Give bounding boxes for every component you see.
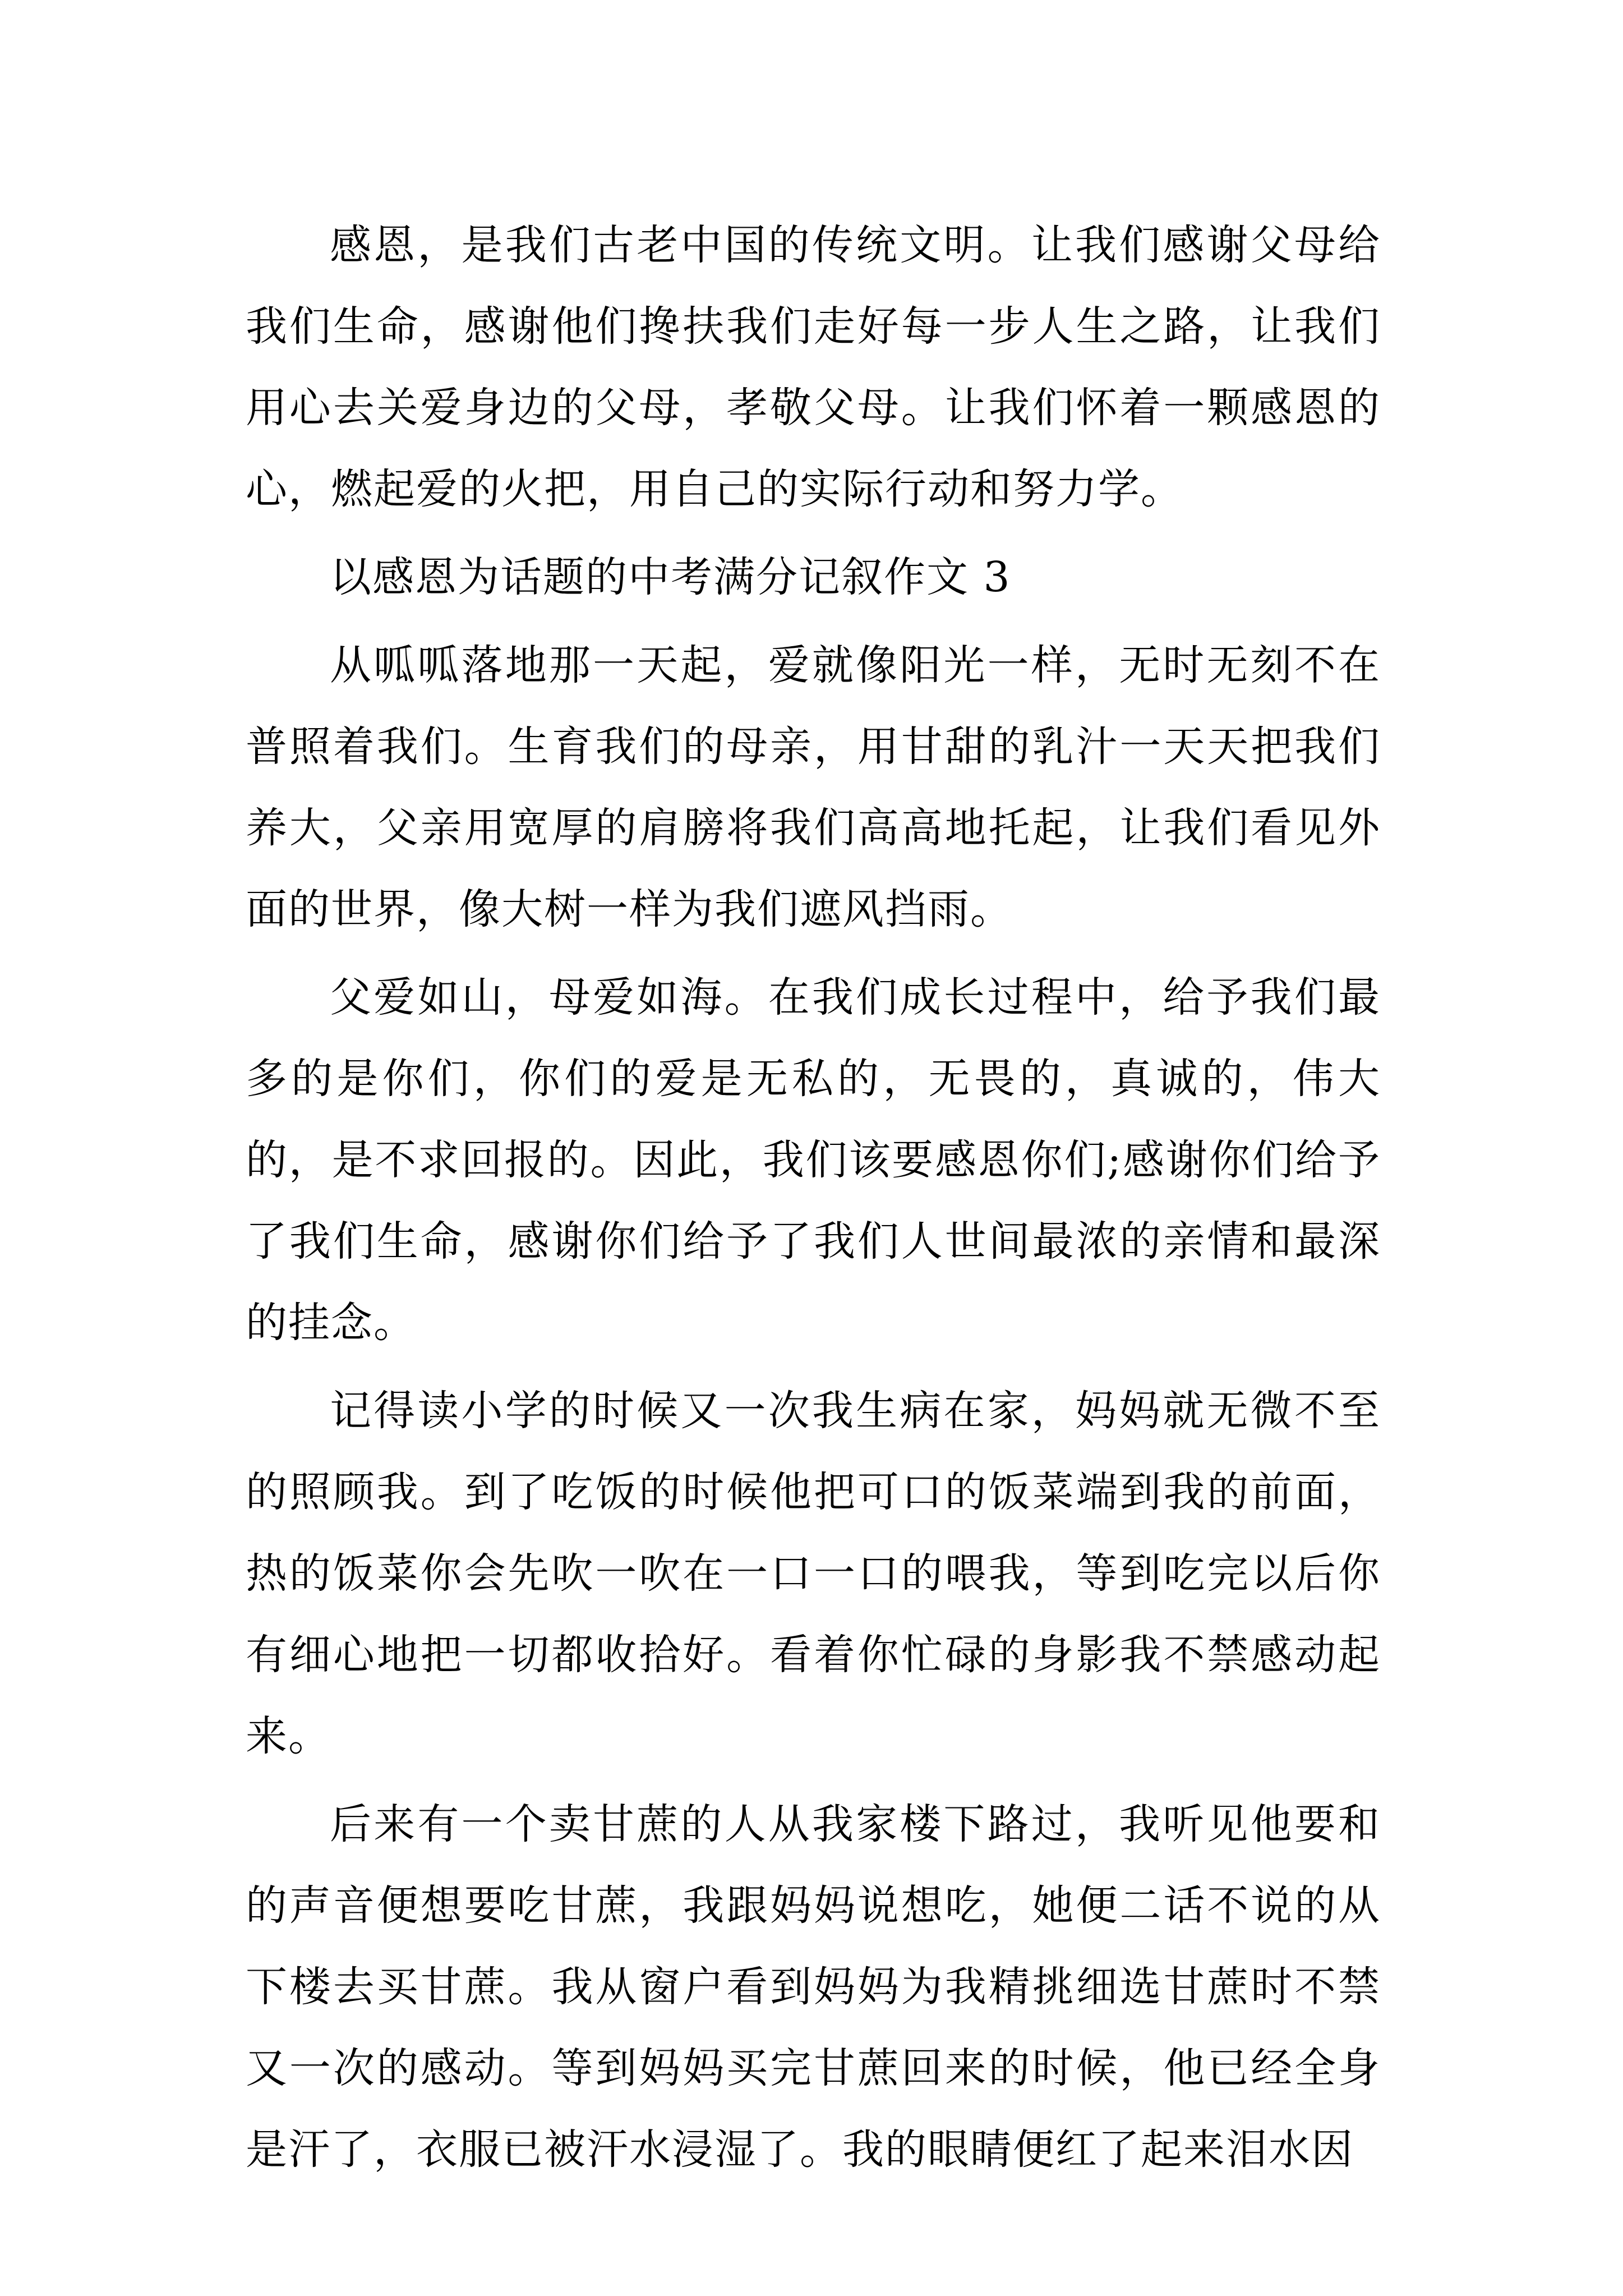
paragraph-parental-love: 父爱如山，母爱如海。在我们成长过程中，给予我们最多的是你们，你们的爱是无私的，无畏的，真诚的，伟大的，是不求回报的。因此，我们该要感恩你们;感谢你们给予了我们生命，感谢你们给予了我们人世间最浓的亲情和最深的挂念。: [246, 973, 1381, 1347]
paragraph-sunlight-love: 从呱呱落地那一天起，爱就像阳光一样，无时无刻不在普照着我们。生育我们的母亲，用甘甜的乳汁一天天把我们养大，父亲用宽厚的肩膀将我们高高地托起，让我们看见外面的世界，像大树一样为我们遮风挡雨。: [246, 641, 1381, 933]
paragraph-sugarcane-story: 后来有一个卖甘蔗的人从我家楼下路过，我听见他要和的声音便想要吃甘蔗，我跟妈妈说想吃，她便二话不说的从下楼去买甘蔗。我从窗户看到妈妈为我精挑细选甘蔗时不禁又一次的感动。等到妈妈买完甘蔗回来的时候，他已经全身是汗了，衣服已被汗水浸湿了。我的眼睛便红了起来泪水因: [246, 1800, 1381, 2174]
document-body: [246, 205, 1381, 2197]
paragraph-gratitude-intro: 感恩，是我们古老中国的传统文明。让我们感谢父母给我们生命，感谢他们搀扶我们走好每一步人生之路，让我们用心去关爱身边的父母，孝敬父母。让我们怀着一颗感恩的心，燃起爱的火把，用自己的实际行动和努力学。: [246, 221, 1381, 513]
paragraph-sick-memory: 记得读小学的时候又一次我生病在家，妈妈就无微不至的照顾我。到了吃饭的时候他把可口的饭菜端到我的前面，热的饭菜你会先吹一吹在一口一口的喂我，等到吃完以后你有细心地把一切都收拾好。看着你忙碌的身影我不禁感动起来。: [246, 1387, 1381, 1760]
essay-heading: 以感恩为话题的中考满分记叙作文 3: [330, 553, 1011, 601]
